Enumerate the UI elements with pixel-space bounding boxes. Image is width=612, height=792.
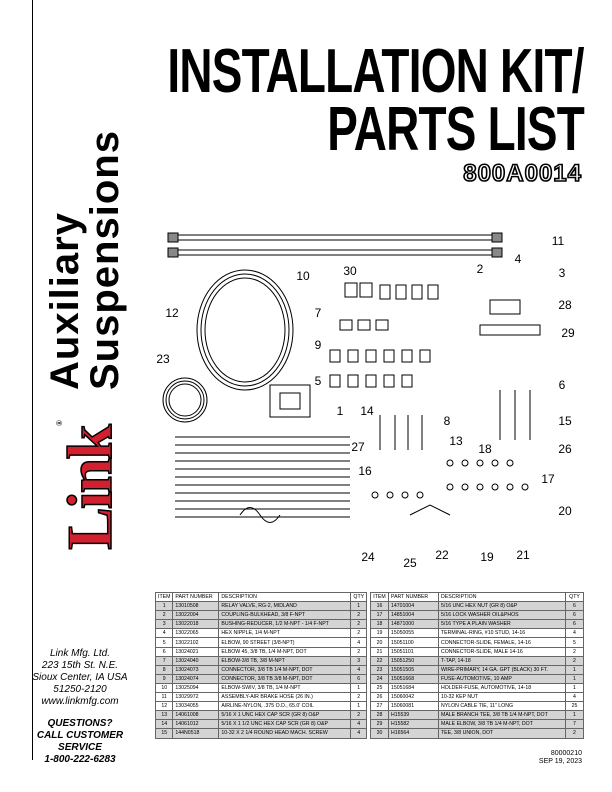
description-cell: NYLON CABLE TIE, 11" LONG: [439, 702, 566, 711]
description-cell: MALE ELBOW, 3/8 TB 1/4 M-NPT, DOT: [439, 720, 566, 729]
description-cell: FUSE-AUTOMOTIVE, 10 AMP: [439, 674, 566, 683]
qty-cell: 4: [566, 693, 584, 702]
item-cell: 12: [156, 702, 173, 711]
part-number-cell: 15051100: [389, 638, 439, 647]
description-cell: AIRLINE-NYLON, .375 O.D., 65.0' COIL: [219, 702, 351, 711]
table-row: [156, 720, 367, 729]
description-cell: CONNECTOR-SLIDE, MALE 14-16: [439, 647, 566, 656]
callout-23: 23: [156, 352, 170, 366]
link-logo: [55, 400, 125, 570]
description-cell: ELBOW-SWIV, 3/8 TB, 1/4 M-NPT: [219, 683, 351, 692]
parts-table-left: [155, 592, 367, 739]
item-cell: 7: [156, 656, 173, 665]
table-row: [156, 638, 367, 647]
table-row: [371, 720, 584, 729]
col-qty: QTY: [566, 593, 584, 602]
cable-ties-27: [175, 437, 350, 517]
description-cell: CONNECTOR, 3/8 TB 1/4 M-NPT, DOT: [219, 665, 351, 674]
item-cell: 14: [156, 720, 173, 729]
callout-10: 10: [296, 269, 310, 283]
table-row: [371, 638, 584, 647]
item-cell: 8: [156, 665, 173, 674]
table-row: [156, 702, 367, 711]
part-number-cell: 13034055: [173, 702, 219, 711]
address-zip: 51250-2120: [53, 684, 107, 695]
part-number-cell: 15060042: [389, 693, 439, 702]
part-number-cell: H15539: [389, 711, 439, 720]
brand-tagline: [45, 90, 135, 390]
kit-number: 800A0014: [463, 160, 582, 187]
item-cell: 27: [371, 702, 389, 711]
description-cell: CONNECTOR-SLIDE, FEMALE, 14-16: [439, 638, 566, 647]
table-row: [371, 674, 584, 683]
page-title-line-2: PARTS LIST: [327, 95, 584, 164]
address-city: Sioux Center, IA USA: [32, 672, 128, 683]
description-cell: RELAY VALVE, RG-2, MIDLAND: [219, 602, 351, 611]
table-row: [156, 693, 367, 702]
item-cell: 11: [156, 693, 173, 702]
qty-cell: 6: [351, 674, 367, 683]
website-link[interactable]: www.linkmfg.com: [41, 696, 119, 707]
callout-30: 30: [343, 264, 357, 278]
part-number-cell: 14701004: [389, 602, 439, 611]
callout-13: 13: [449, 434, 463, 448]
qty-cell: 7: [566, 720, 584, 729]
qty-cell: 6: [566, 611, 584, 620]
description-cell: 5/16 UNC HEX NUT (GR 8) O&P: [439, 602, 566, 611]
part-number-cell: 13022004: [173, 611, 219, 620]
parts-diagram: [150, 225, 590, 585]
callout-29: 29: [561, 326, 575, 340]
airline-coil-12: [197, 270, 293, 390]
table-row: [156, 647, 367, 656]
description-cell: 10-32 KEP NUT: [439, 693, 566, 702]
table-row: [371, 656, 584, 665]
table-row: [156, 629, 367, 638]
callout-18: 18: [478, 442, 492, 456]
description-cell: HOLDER-FUSE, AUTOMOTIVE, 14-18: [439, 683, 566, 692]
part-number-cell: 14061012: [173, 720, 219, 729]
item-cell: 29: [371, 720, 389, 729]
table-row: [371, 711, 584, 720]
part-number-cell: 13024021: [173, 647, 219, 656]
callout-19: 19: [480, 550, 494, 564]
part-number-cell: 13029972: [173, 693, 219, 702]
qty-cell: 2: [351, 711, 367, 720]
description-cell: T-TAP, 14-18: [439, 656, 566, 665]
table-row: [371, 665, 584, 674]
table-row: [156, 711, 367, 720]
item-cell: 24: [371, 674, 389, 683]
qty-cell: 1: [351, 702, 367, 711]
callout-20: 20: [558, 504, 572, 518]
part-number-cell: 13022018: [173, 620, 219, 629]
qty-cell: 6: [566, 602, 584, 611]
questions-label: QUESTIONS?: [47, 718, 113, 729]
callout-4: 4: [514, 252, 522, 266]
qty-cell: 1: [566, 665, 584, 674]
qty-cell: 1: [566, 674, 584, 683]
brand-line-2: Suspensions: [83, 130, 127, 390]
table-row: [156, 665, 367, 674]
item-cell: 22: [371, 656, 389, 665]
item-cell: 20: [371, 638, 389, 647]
callout-21: 21: [516, 548, 530, 562]
qty-cell: 2: [351, 647, 367, 656]
revision-date: SEP 19, 2023: [538, 758, 582, 765]
part-number-cell: 15050055: [389, 629, 439, 638]
col-item: ITEM: [156, 593, 173, 602]
description-cell: WIRE-PRIMARY, 14 GA. GPT (BLACK) 30 FT.: [439, 665, 566, 674]
part-number-cell: 15051684: [389, 683, 439, 692]
part-number-cell: 14871000: [389, 620, 439, 629]
part-number-cell: 14851004: [389, 611, 439, 620]
brand-line-1: Auxiliary: [43, 212, 87, 390]
address-street: 223 15th St. N.E.: [41, 660, 119, 671]
callout-3: 3: [558, 266, 566, 280]
table-row: [156, 683, 367, 692]
table-row: [156, 729, 367, 738]
brand-logo: [40, 80, 140, 580]
qty-cell: 4: [351, 665, 367, 674]
document-number: 80000210: [550, 750, 582, 757]
description-cell: COUPLING-BULKHEAD, 3/8 F-NPT: [219, 611, 351, 620]
item-cell: 26: [371, 693, 389, 702]
part-number-cell: 15060081: [389, 702, 439, 711]
part-number-cell: 13024073: [173, 665, 219, 674]
callout-11: 11: [551, 234, 565, 248]
qty-cell: 2: [351, 629, 367, 638]
callout-9: 9: [314, 338, 322, 352]
callout-2: 2: [476, 262, 484, 276]
callout-26: 26: [558, 442, 572, 456]
col-qty: QTY: [351, 593, 367, 602]
table-row: [156, 674, 367, 683]
description-cell: 5/16 LOCK WASHER OIL&PHOS: [439, 611, 566, 620]
page-title-line-1: INSTALLATION KIT/: [167, 37, 584, 106]
phone-number: 1-800-222-6283: [44, 754, 116, 765]
sidebar-border: [32, 0, 33, 760]
qty-cell: 2: [566, 656, 584, 665]
item-cell: 16: [371, 602, 389, 611]
table-row: [371, 693, 584, 702]
part-number-cell: 15051101: [389, 647, 439, 656]
description-cell: 10-32 X 2 1/4 ROUND HEAD MACH. SCREW: [219, 729, 351, 738]
item-cell: 4: [156, 629, 173, 638]
qty-cell: 4: [351, 729, 367, 738]
item-cell: 30: [371, 729, 389, 738]
description-cell: ELBOW, 90 STREET (3/8-NPT): [219, 638, 351, 647]
table-row: [156, 611, 367, 620]
qty-cell: 1: [351, 602, 367, 611]
item-cell: 2: [156, 611, 173, 620]
item-cell: 19: [371, 629, 389, 638]
callout-14: 14: [360, 404, 374, 418]
part-number-cell: 13022065: [173, 629, 219, 638]
callout-24: 24: [361, 550, 375, 564]
callout-1: 1: [336, 404, 344, 418]
callout-25: 25: [403, 556, 417, 570]
callout-8: 8: [443, 414, 451, 428]
call-label: CALL CUSTOMER: [36, 730, 124, 741]
description-cell: 5/16 X 1 1/2 UNC HEX CAP SCR (GR 8) O&P: [219, 720, 351, 729]
footer: [539, 750, 582, 766]
col-description: DESCRIPTION: [219, 593, 351, 602]
description-cell: CONNECTOR, 3/8 TB 3/8 M-NPT, DOT: [219, 674, 351, 683]
part-number-cell: 15051250: [389, 656, 439, 665]
item-cell: 17: [371, 611, 389, 620]
callout-16: 16: [358, 464, 372, 478]
description-cell: ASSEMBLY-AIR BRAKE HOSE (26 IN.): [219, 693, 351, 702]
col-part-number: PART NUMBER: [389, 593, 439, 602]
table-row: [371, 683, 584, 692]
qty-cell: 25: [566, 702, 584, 711]
description-cell: 5/16 X 1 UNC HEX CAP SCR (GR 8) O&P: [219, 711, 351, 720]
callout-15: 15: [558, 414, 572, 428]
item-cell: 18: [371, 620, 389, 629]
description-cell: MALE BRANCH TEE, 3/8 TB 1/4 M-NPT, DOT: [439, 711, 566, 720]
qty-cell: 2: [351, 611, 367, 620]
table-row: [371, 611, 584, 620]
callout-28: 28: [558, 298, 572, 312]
description-cell: BUSHING-REDUCER, 1/2 M-NPT - 1/4 F-NPT: [219, 620, 351, 629]
item-cell: 15: [156, 729, 173, 738]
part-number-cell: 144N0518: [173, 729, 219, 738]
item-cell: 25: [371, 683, 389, 692]
qty-cell: 2: [566, 729, 584, 738]
col-description: DESCRIPTION: [439, 593, 566, 602]
qty-cell: 2: [351, 620, 367, 629]
description-cell: 5/16 TYPE A PLAIN WASHER: [439, 620, 566, 629]
item-cell: 23: [371, 665, 389, 674]
part-number-cell: H15582: [389, 720, 439, 729]
item-cell: 1: [156, 602, 173, 611]
qty-cell: 4: [351, 720, 367, 729]
part-number-cell: 14061008: [173, 711, 219, 720]
part-number-cell: 13022102: [173, 638, 219, 647]
qty-cell: 2: [566, 647, 584, 656]
callout-22: 22: [435, 548, 449, 562]
part-number-cell: 13025094: [173, 683, 219, 692]
item-cell: 3: [156, 620, 173, 629]
description-cell: HEX NIPPLE, 1/4 M-NPT: [219, 629, 351, 638]
part-number-cell: H16564: [389, 729, 439, 738]
callout-7: 7: [314, 306, 322, 320]
service-label: SERVICE: [58, 742, 102, 753]
table-row: [371, 729, 584, 738]
part-number-cell: 15051505: [389, 665, 439, 674]
qty-cell: 1: [566, 711, 584, 720]
item-cell: 28: [371, 711, 389, 720]
description-cell: TEE, 3/8 UNION, DOT: [439, 729, 566, 738]
contact-info: [20, 648, 140, 766]
callout-6: 6: [558, 378, 566, 392]
table-row: [156, 602, 367, 611]
col-item: ITEM: [371, 593, 389, 602]
parts-table-right: [370, 592, 584, 739]
item-cell: 5: [156, 638, 173, 647]
callout-12: 12: [165, 306, 179, 320]
table-row: [371, 647, 584, 656]
table-row: [371, 602, 584, 611]
item-cell: 13: [156, 711, 173, 720]
table-row: [371, 629, 584, 638]
qty-cell: 4: [566, 629, 584, 638]
item-cell: 9: [156, 674, 173, 683]
description-cell: ELBOW-3/8 TB, 3/8 M-NPT: [219, 656, 351, 665]
registered-mark: ®: [55, 420, 64, 427]
qty-cell: 6: [566, 620, 584, 629]
description-cell: ELBOW 45, 3/8 TB, 1/4 M-NPT, DOT: [219, 647, 351, 656]
link-logo-text: Link: [54, 426, 125, 550]
wire-coil-23: [163, 378, 207, 422]
qty-cell: 4: [351, 638, 367, 647]
table-row: [156, 656, 367, 665]
callout-5: 5: [314, 374, 322, 388]
part-number-cell: 15051668: [389, 674, 439, 683]
item-cell: 21: [371, 647, 389, 656]
qty-cell: 5: [566, 638, 584, 647]
fittings: [240, 283, 540, 523]
qty-cell: 1: [566, 683, 584, 692]
table-row: [371, 702, 584, 711]
table-row: [156, 620, 367, 629]
item-cell: 6: [156, 647, 173, 656]
part-number-cell: 13024074: [173, 674, 219, 683]
part-number-cell: 13010508: [173, 602, 219, 611]
description-cell: TERMINAL-RING, #10 STUD, 14-16: [439, 629, 566, 638]
item-cell: 10: [156, 683, 173, 692]
callout-17: 17: [541, 472, 555, 486]
company-name: Link Mfg. Ltd.: [49, 648, 111, 659]
table-row: [371, 620, 584, 629]
air-hose-11: [168, 233, 502, 257]
qty-cell: 3: [351, 656, 367, 665]
part-number-cell: 13024040: [173, 656, 219, 665]
qty-cell: 1: [351, 683, 367, 692]
qty-cell: 2: [351, 693, 367, 702]
col-part-number: PART NUMBER: [173, 593, 219, 602]
callout-27: 27: [351, 440, 365, 454]
